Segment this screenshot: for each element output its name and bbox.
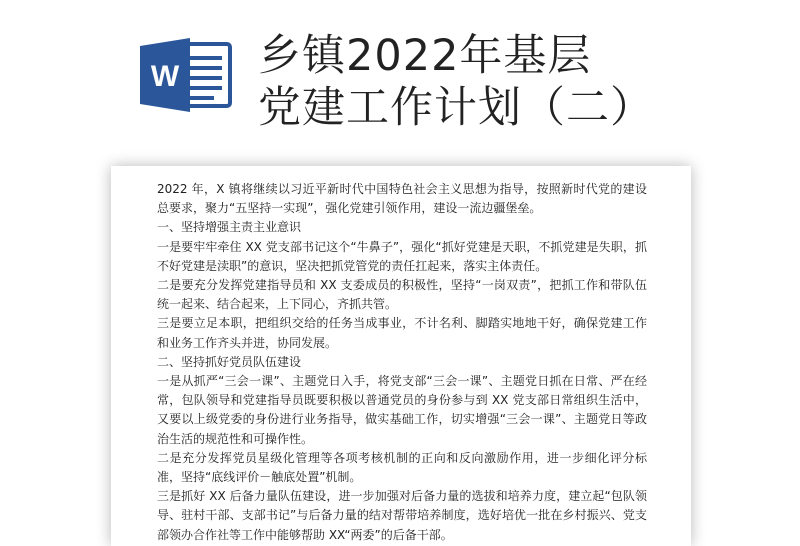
section-heading-1: 一、坚持增强主责主业意识 — [157, 220, 302, 235]
document-body — [157, 180, 647, 545]
paragraph: 三是要立足本职，把组织交给的任务当成事业，不计名利、脚踏实地地干好，确保党建工作和业务工作齐头并进，协同发展。 — [157, 316, 647, 350]
paragraph: 二是要充分发挥党建指导员和 XX 支委成员的积极性，坚持“一岗双责”，把抓工作和带队伍统一起来、结合起来，上下同心，齐抓共管。 — [157, 278, 647, 312]
document-title — [258, 30, 654, 134]
paragraph: 三是抓好 XX 后备力量队伍建设，进一步加强对后备力量的选拔和培养力度，建立起“包队领导、驻村干部、支部书记”与后备力量的结对帮带培养制度，选好培优一批在乡村振兴、党支部领办合作社等工作中能够帮助 XX“两委”的后备干部。 — [157, 489, 647, 542]
document-page — [111, 166, 691, 546]
section-heading-2: 二、坚持抓好党员队伍建设 — [157, 354, 302, 369]
word-icon — [138, 38, 234, 112]
paragraph: 一是要牢牢牵住 XX 党支部书记这个“牛鼻子”，强化“抓好党建是天职，不抓党建是失职，抓不好党建是渎职”的意识，坚决把抓党管党的责任扛起来，落实主体责任。 — [157, 239, 647, 273]
title-line-2: 党建工作计划（二） — [258, 83, 654, 133]
paragraph: 一是从抓严“三会一课”、主题党日入手，将党支部“三会一课”、主题党日抓在日常、严在经常，包队领导和党建指导员既要积极以普通党员的身份参与到 XX 党支部日常组织生活中，又要以上级党委的身份进行业务指导，做实基础工作，切实增强“三会一课”、主题党日等政治生活的规范性和可操作性。 — [157, 374, 647, 446]
title-line-1: 乡镇2022年基层 — [258, 31, 592, 81]
paragraph: 二是充分发挥党员星级化管理等各项考核机制的正向和反向激励作用，进一步细化评分标准，坚持“底线评价－触底处置”机制。 — [157, 450, 647, 485]
paragraph-intro: 2022 年，X 镇将继续以习近平新时代中国特色社会主义思想为指导，按照新时代党的建设总要求，聚力“五坚持一实现”，强化党建引领作用，建设一流边疆堡垒。 — [157, 182, 647, 216]
svg-text:W: W — [150, 60, 180, 93]
